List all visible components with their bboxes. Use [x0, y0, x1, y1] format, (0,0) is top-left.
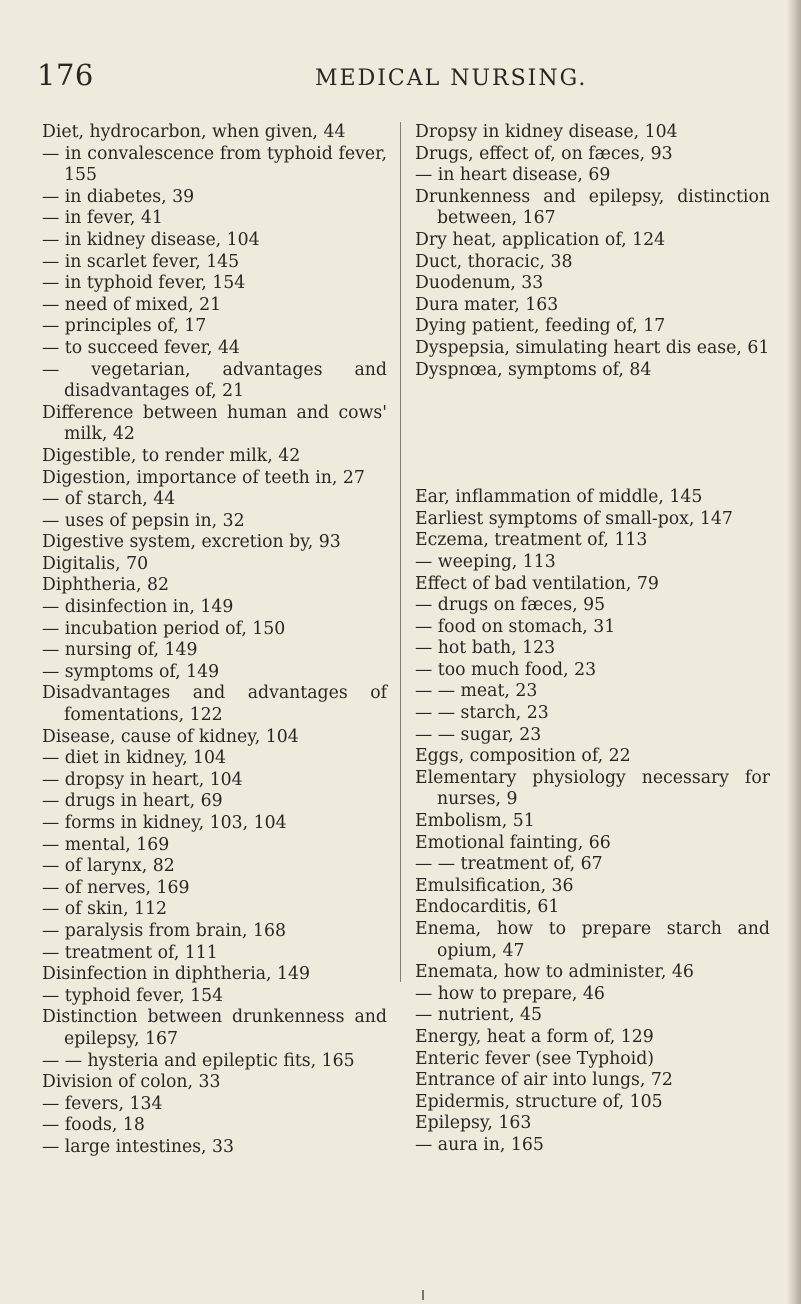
index-entry: — — hysteria and epileptic fits, 165	[42, 1050, 355, 1071]
index-entry: Dyspnœa, symptoms of, 84	[415, 359, 652, 380]
index-entry: Duct, thoracic, 38	[415, 251, 573, 272]
index-entry: — — treatment of, 67	[415, 854, 603, 875]
index-entry: Enema, how to prepare starch and opium, 47	[415, 919, 770, 961]
index-entry: — treatment of, 111	[42, 942, 218, 963]
index-entry: — in diabetes, 39	[42, 186, 195, 207]
index-entry: — — sugar, 23	[415, 724, 542, 745]
index-entry: Eggs, composition of, 22	[415, 746, 631, 767]
index-entry: — mental, 169	[42, 834, 170, 855]
index-entry: — of larynx, 82	[42, 856, 175, 877]
index-entry: — drugs in heart, 69	[42, 791, 223, 812]
index-entry: — in kidney disease, 104	[42, 229, 260, 250]
column-divider	[400, 122, 401, 982]
running-head: MEDICAL NURSING.	[315, 66, 588, 91]
index-entry: Disinfection in diphtheria, 149	[42, 964, 311, 985]
index-entry: Endocarditis, 61	[415, 897, 560, 918]
index-entry: — disinfection in, 149	[42, 597, 234, 618]
index-entry: — uses of pepsin in, 32	[42, 510, 245, 531]
index-entry: — large intestines, 33	[42, 1136, 235, 1157]
page-number: 176	[37, 58, 94, 92]
index-entry: — fevers, 134	[42, 1093, 163, 1114]
page-edge-shadow	[787, 0, 801, 1304]
page-header	[0, 58, 801, 98]
index-entry: — diet in kidney, 104	[42, 748, 227, 769]
index-entry: Embolism, 51	[415, 811, 535, 832]
index-entry: — in convalescence from typhoid fever, 155	[42, 143, 387, 186]
index-entry: Dropsy in kidney disease, 104	[415, 122, 678, 142]
index-entry: — nursing of, 149	[42, 640, 198, 661]
index-entry: Dry heat, application of, 124	[415, 229, 666, 250]
index-entry: — — starch, 23	[415, 703, 549, 724]
index-entry: Disease, cause of kidney, 104	[42, 726, 299, 747]
index-entry: Diphtheria, 82	[42, 575, 169, 596]
index-entry: — of skin, 112	[42, 899, 168, 920]
index-group-e	[415, 487, 770, 1156]
ink-speck	[422, 1290, 424, 1300]
index-entry: Enemata, how to administer, 46	[415, 962, 694, 983]
index-entry: Epilepsy, 163	[415, 1113, 532, 1134]
index-entry: Drugs, effect of, on fæces, 93	[415, 143, 673, 164]
index-entry: — need of mixed, 21	[42, 294, 222, 315]
index-entry: — in fever, 41	[42, 208, 163, 229]
index-entry: Dyspepsia, simulating heart dis ease, 61	[415, 337, 770, 358]
index-entry: Digestible, to render milk, 42	[42, 445, 301, 466]
index-entry: — food on stomach, 31	[415, 616, 616, 637]
index-entry: Disadvantages and advantages of fomentations, 122	[42, 683, 387, 726]
index-entry: — forms in kidney, 103, 104	[42, 813, 287, 833]
index-entry: — vegetarian, advantages and disadvantages of, 21	[42, 359, 387, 402]
index-entry: — in typhoid fever, 154	[42, 273, 246, 294]
index-entry: — how to prepare, 46	[415, 983, 605, 1004]
index-entry: — typhoid fever, 154	[42, 985, 224, 1006]
index-entry: — — meat, 23	[415, 681, 538, 702]
index-entry: Emulsification, 36	[415, 875, 574, 896]
index-entry: — too much food, 23	[415, 659, 597, 680]
index-entry: Dura mater, 163	[415, 294, 559, 315]
index-entry: — principles of, 17	[42, 316, 207, 337]
index-column-left	[42, 122, 387, 1159]
index-column-right	[415, 122, 770, 1157]
index-entry: Digitalis, 70	[42, 553, 149, 574]
index-entry: — drugs on fæces, 95	[415, 595, 606, 616]
index-entry: Epidermis, structure of, 105	[415, 1091, 663, 1112]
index-entry: Drunkenness and epilepsy, distinction between, 167	[415, 186, 770, 229]
index-entry: — paralysis from brain, 168	[42, 920, 286, 941]
index-entry: Eczema, treatment of, 113	[415, 530, 648, 551]
index-entry: — of starch, 44	[42, 489, 176, 510]
index-entry: — in scarlet fever, 145	[42, 251, 240, 272]
index-entry: Digestion, importance of teeth in, 27	[42, 467, 365, 488]
index-entry: — to succeed fever, 44	[42, 337, 240, 358]
index-entry: Division of colon, 33	[42, 1072, 221, 1093]
index-entry: Earliest symptoms of small-pox, 147	[415, 508, 733, 529]
index-entry: — in heart disease, 69	[415, 165, 611, 186]
index-entry: — aura in, 165	[415, 1134, 544, 1155]
index-entry: Ear, inflammation of middle, 145	[415, 487, 703, 508]
index-entry: Energy, heat a form of, 129	[415, 1026, 654, 1047]
index-entry: Enteric fever (see Typhoid)	[415, 1048, 655, 1069]
index-entry: Elementary physiology necessary for nurses, 9	[415, 767, 770, 810]
index-entry: Difference between human and cows' milk, 42	[42, 402, 387, 445]
index-entry: Duodenum, 33	[415, 273, 544, 294]
index-entry: Distinction between drunkenness and epilepsy, 167	[42, 1007, 387, 1049]
index-entry: Diet, hydrocarbon, when given, 44	[42, 122, 346, 142]
index-entry: Dying patient, feeding of, 17	[415, 316, 666, 337]
index-entry: Emotional fainting, 66	[415, 832, 611, 853]
index-entry: — of nerves, 169	[42, 877, 190, 898]
index-entry: — hot bath, 123	[415, 638, 556, 659]
index-entry: — incubation period of, 150	[42, 618, 286, 639]
index-entry: Entrance of air into lungs, 72	[415, 1070, 673, 1091]
index-group-d	[415, 122, 770, 381]
index-entry: — foods, 18	[42, 1115, 145, 1136]
index-entry: — symptoms of, 149	[42, 661, 220, 682]
index-entry: — dropsy in heart, 104	[42, 769, 243, 790]
letter-gap	[415, 381, 770, 487]
index-entry: — weeping, 113	[415, 551, 556, 572]
index-entry: — nutrient, 45	[415, 1005, 543, 1026]
index-entry: Digestive system, excretion by, 93	[42, 532, 341, 553]
index-entry: Effect of bad ventilation, 79	[415, 573, 659, 594]
